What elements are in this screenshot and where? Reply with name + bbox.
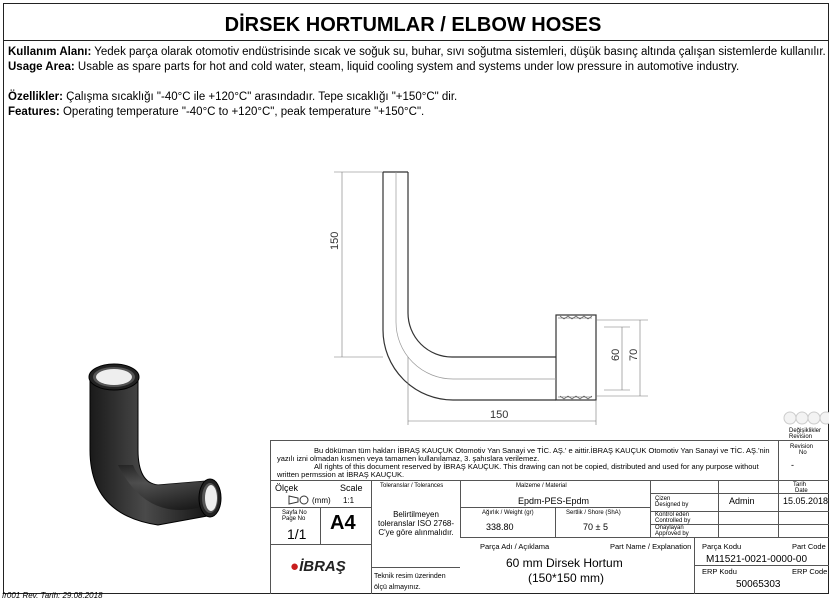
title-block: [270, 440, 829, 594]
copyright-tr-2: yazılı izni olmadan kısmen veya tamamen kullanılamaz, 3. şahıslara verilemez.: [277, 454, 540, 463]
part-name-line-2: (150*150 mm): [528, 571, 605, 585]
hose-photo: [78, 355, 228, 550]
designed-label-en: Designed by: [655, 502, 689, 508]
material-value: Epdm-PES-Epdm: [518, 496, 590, 506]
scale-label-en: Scale: [340, 483, 363, 493]
revision-label-tr: Değişiklikler: [789, 428, 822, 434]
technical-drawing: [320, 150, 660, 430]
page-title: DİRSEK HORTUMLAR / ELBOW HOSES: [224, 14, 602, 36]
erp-value: 50065303: [736, 579, 781, 590]
designer-name: Admin: [729, 496, 755, 506]
dim-inner: 60: [610, 348, 622, 361]
controlled-label-en: Controlled by: [655, 518, 691, 524]
paper-size: A4: [330, 512, 356, 534]
unit-label: (mm): [312, 496, 331, 505]
erp-label-en: ERP Code: [792, 567, 828, 576]
weight-value: 338.80: [486, 522, 514, 532]
dim-horizontal: 150: [490, 409, 509, 421]
approved-label-en: Approved by: [655, 531, 689, 537]
copyright-tr: Bu döküman tüm hakları İBRAŞ KAUÇUK Otomotiv Yan Sanayi ve TİC. AŞ.' e aittir.İBRAŞ KAUÇUK Otomotiv Yan Sanayi ve TİC. AŞ.'nin: [314, 446, 770, 455]
revision-label-en: Revision: [789, 434, 813, 440]
tolerances-text: Belirtilmeyen toleranslar ISO 2768-C'ye göre alınmalıdır.: [377, 510, 455, 537]
weight-label: Ağırlık / Weight (gr): [482, 510, 534, 516]
revision-value: -: [791, 460, 794, 470]
tolerances-label: Toleranslar / Tolerances: [380, 483, 444, 489]
designed-label-tr: Çizen: [655, 496, 671, 502]
date-label-en: Date: [795, 488, 808, 494]
controlled-label-tr: Kontrol eden: [655, 512, 690, 518]
usage-en: Usage Area: Usable as spare parts for hot and cold water, steam, liquid cooling system and systems under low pressure in automotive industry.: [8, 61, 740, 73]
erp-label-tr: ERP Kodu: [702, 567, 737, 576]
title-divider: [3, 40, 829, 41]
part-name-label-en: Part Name / Explanation: [610, 542, 692, 551]
scale-value: 1:1: [343, 496, 355, 505]
part-code-label-en: Part Code: [792, 542, 826, 551]
features-en: Features: Operating temperature "-40°C to +120°C", peak temperature "+150°C".: [8, 106, 425, 118]
features-tr: Özellikler: Çalışma sıcaklığı "-40°C ile +120°C" arasındadır. Tepe sıcaklığı "+150°C" dir.: [8, 91, 458, 103]
page-number: 1/1: [287, 526, 307, 542]
page-label-tr: Sayfa No: [282, 510, 307, 516]
hardness-value: 70 ± 5: [583, 522, 608, 532]
usage-tr: Kullanım Alanı: Yedek parça olarak otomotiv endüstrisinde sıcak ve soğuk su, buhar, sıvı soğutma sistemleri, düşük basınç altında çalışan sistemlerde kullanılır.: [8, 46, 826, 58]
footer-revision: fr001 Rev. Tarih: 29.08.2018: [2, 591, 103, 600]
dim-outer: 70: [628, 348, 640, 361]
hardness-label: Sertlik / Shore (ShA): [566, 510, 621, 516]
material-label: Malzeme / Material: [516, 483, 567, 489]
part-code-label-tr: Parça Kodu: [702, 542, 742, 551]
dim-vertical: 150: [329, 231, 341, 250]
revision-no-label: Revision: [790, 444, 814, 450]
date-label-tr: Tarih: [793, 482, 807, 488]
projection-icon: [288, 494, 310, 506]
measurement-note: Teknik resim üzerinden ölçü almayınız.: [374, 573, 446, 591]
part-name-line-1: 60 mm Dirsek Hortum: [506, 556, 623, 570]
copyright-en: All rights of this document reserved by İBRAŞ KAUÇUK. This drawing can not be copied, distributed and used for any purpose without: [314, 462, 759, 471]
scale-label-tr: Ölçek: [275, 483, 299, 493]
part-code-value: M11521-0021-0000-00: [706, 554, 808, 565]
part-name-label-tr: Parça Adı / Açıklama: [480, 542, 550, 551]
approved-label-tr: Onaylayan: [655, 525, 684, 531]
page-label-en: Page No: [282, 516, 306, 522]
revision-no-en: No: [799, 450, 807, 456]
copyright-en-2: written permssion at İBRAŞ KAUÇUK.: [277, 470, 405, 479]
design-date: 15.05.2018: [783, 496, 829, 506]
company-logo: ●İBRAŞ: [290, 558, 346, 575]
